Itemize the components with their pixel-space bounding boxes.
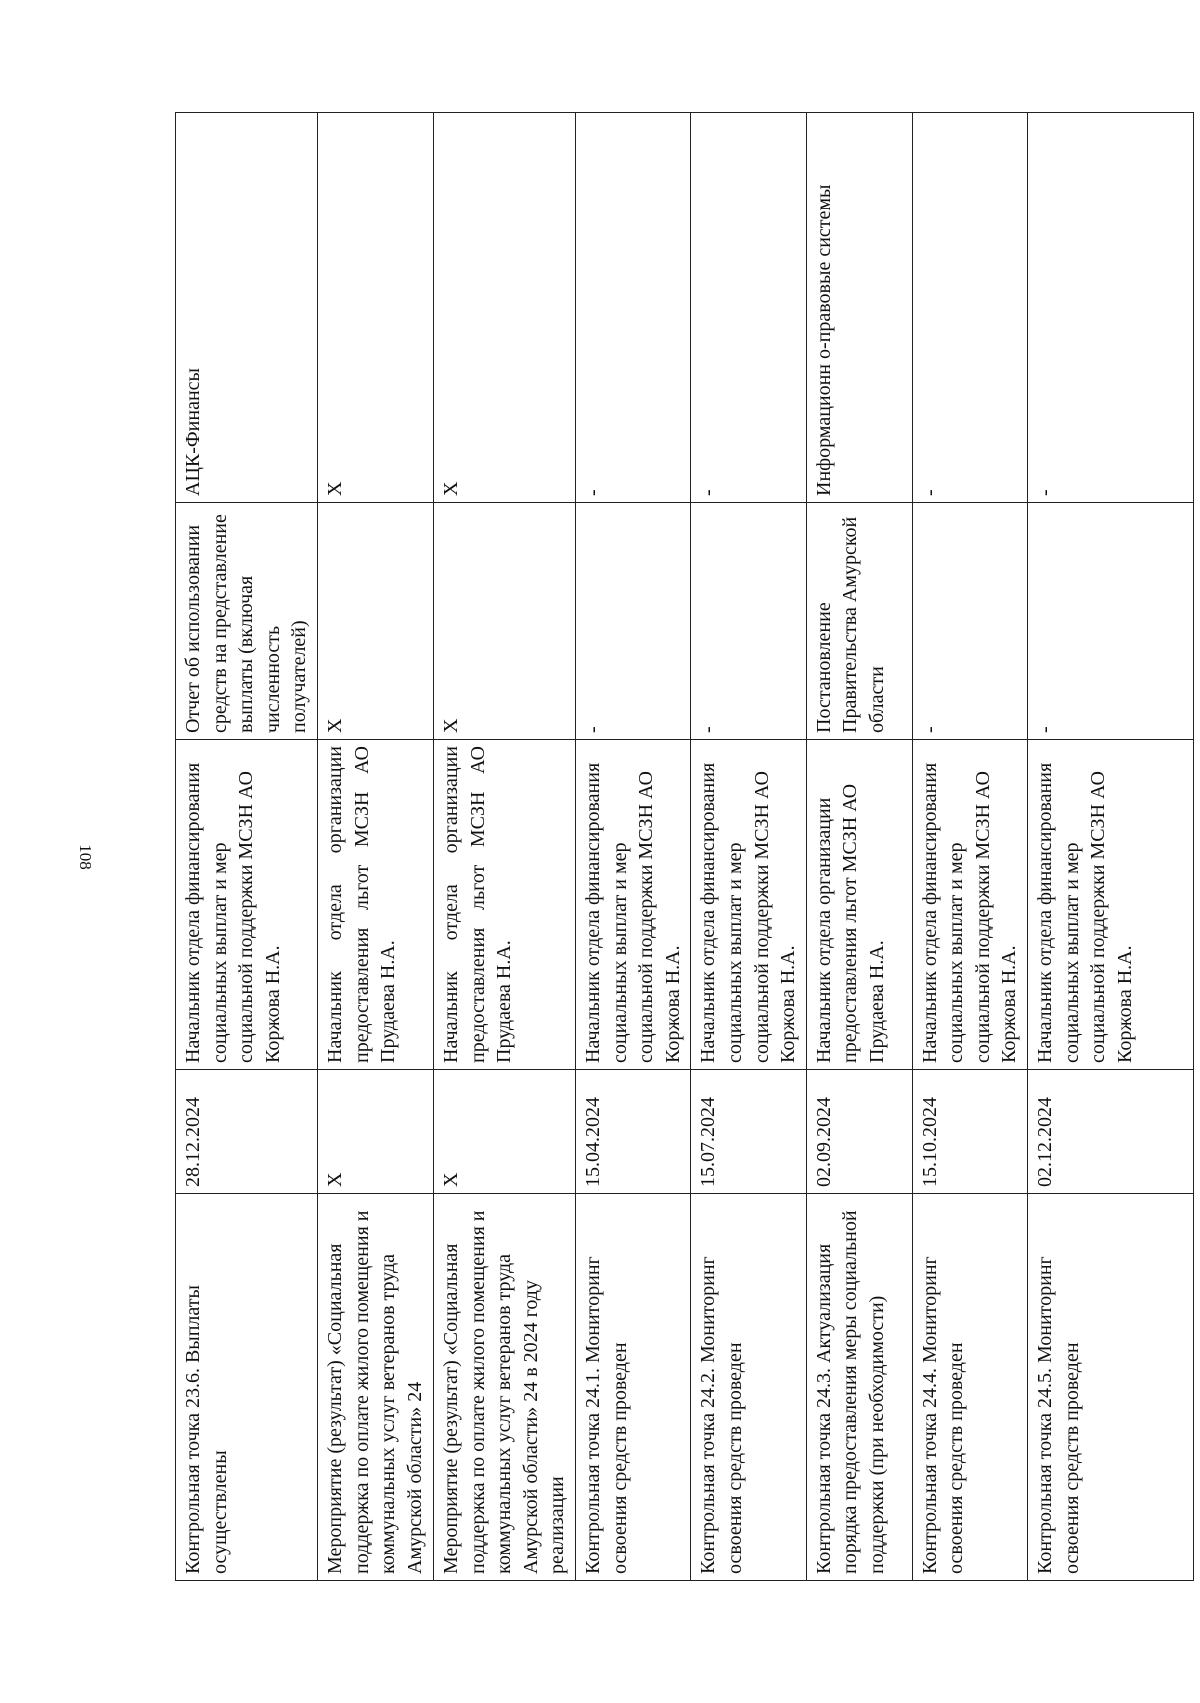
date-cell: 15.04.2024 [575,1070,690,1194]
responsible-cell: Начальник отдела финансирования социальных выплат и мер социальной поддержки МСЗН АО Коржова Н.А. [691,740,806,1070]
responsible-cell: Начальник отдела финансирования социальных выплат и мер социальной поддержки МСЗН АО Коржова Н.А. [575,740,690,1070]
event-name-cell: Мероприятие (результат) «Социальная поддержка по оплате жилого помещения и коммунальных услуг ветеранов труда Амурской области» 24 в 2024 году реализации [433,1194,575,1581]
table-row [575,113,690,1581]
table-row [912,113,1027,1581]
control-points-table [175,112,1194,1581]
responsible-cell: Начальник отдела финансирования социальных выплат и мер социальной поддержки МСЗН АО Коржова Н.А. [1028,740,1194,1070]
table-row [691,113,806,1581]
date-cell: 02.09.2024 [806,1070,912,1194]
info-system-cell: - [912,113,1027,503]
table-row [433,113,575,1581]
responsible-cell: Начальник отдела организации предоставления льгот МСЗН АО Прудаева Н.А. [317,740,433,1070]
info-system-cell: - [575,113,690,503]
date-cell: X [433,1070,575,1194]
event-name-cell: Контрольная точка 23.6. Выплаты осуществлены [176,1194,318,1581]
info-system-cell: X [317,113,433,503]
table-row [317,113,433,1581]
responsible-cell: Начальник отдела организации предоставления льгот МСЗН АО Прудаева Н.А. [806,740,912,1070]
event-name-cell: Контрольная точка 24.3. Актуализация порядка предоставления меры социальной поддержки (при необходимости) [806,1194,912,1581]
table-row [1028,113,1194,1581]
table-row [176,113,318,1581]
document-cell: Отчет об использовании средств на представление выплаты (включая численность получателей) [176,503,318,740]
responsible-cell: Начальник отдела финансирования социальных выплат и мер социальной поддержки МСЗН АО Коржова Н.А. [912,740,1027,1070]
event-name-cell: Контрольная точка 24.1. Мониторинг освоения средств проведен [575,1194,690,1581]
document-cell: - [575,503,690,740]
responsible-cell: Начальник отдела финансирования социальных выплат и мер социальной поддержки МСЗН АО Коржова Н.А. [176,740,318,1070]
responsible-cell: Начальник отдела организации предоставления льгот МСЗН АО Прудаева Н.А. [433,740,575,1070]
date-cell: 15.07.2024 [691,1070,806,1194]
document-cell: - [691,503,806,740]
info-system-cell: - [1028,113,1194,503]
event-name-cell: Мероприятие (результат) «Социальная поддержка по оплате жилого помещения и коммунальных услуг ветеранов труда Амурской области» 24 [317,1194,433,1581]
info-system-cell: АЦК-Финансы [176,113,318,503]
document-table-wrapper [175,113,1136,1581]
document-cell: - [912,503,1027,740]
date-cell: 28.12.2024 [176,1070,318,1194]
event-name-cell: Контрольная точка 24.2. Мониторинг освоения средств проведен [691,1194,806,1581]
document-cell: X [433,503,575,740]
event-name-cell: Контрольная точка 24.5. Мониторинг освоения средств проведен [1028,1194,1194,1581]
table-row [806,113,912,1581]
date-cell: 15.10.2024 [912,1070,1027,1194]
date-cell: 02.12.2024 [1028,1070,1194,1194]
document-cell: X [317,503,433,740]
date-cell: X [317,1070,433,1194]
page-number: 108 [75,844,95,870]
document-cell: - [1028,503,1194,740]
info-system-cell: Информационн о-правовые системы [806,113,912,503]
document-cell: Постановление Правительства Амурской области [806,503,912,740]
event-name-cell: Контрольная точка 24.4. Мониторинг освоения средств проведен [912,1194,1027,1581]
info-system-cell: - [691,113,806,503]
info-system-cell: X [433,113,575,503]
